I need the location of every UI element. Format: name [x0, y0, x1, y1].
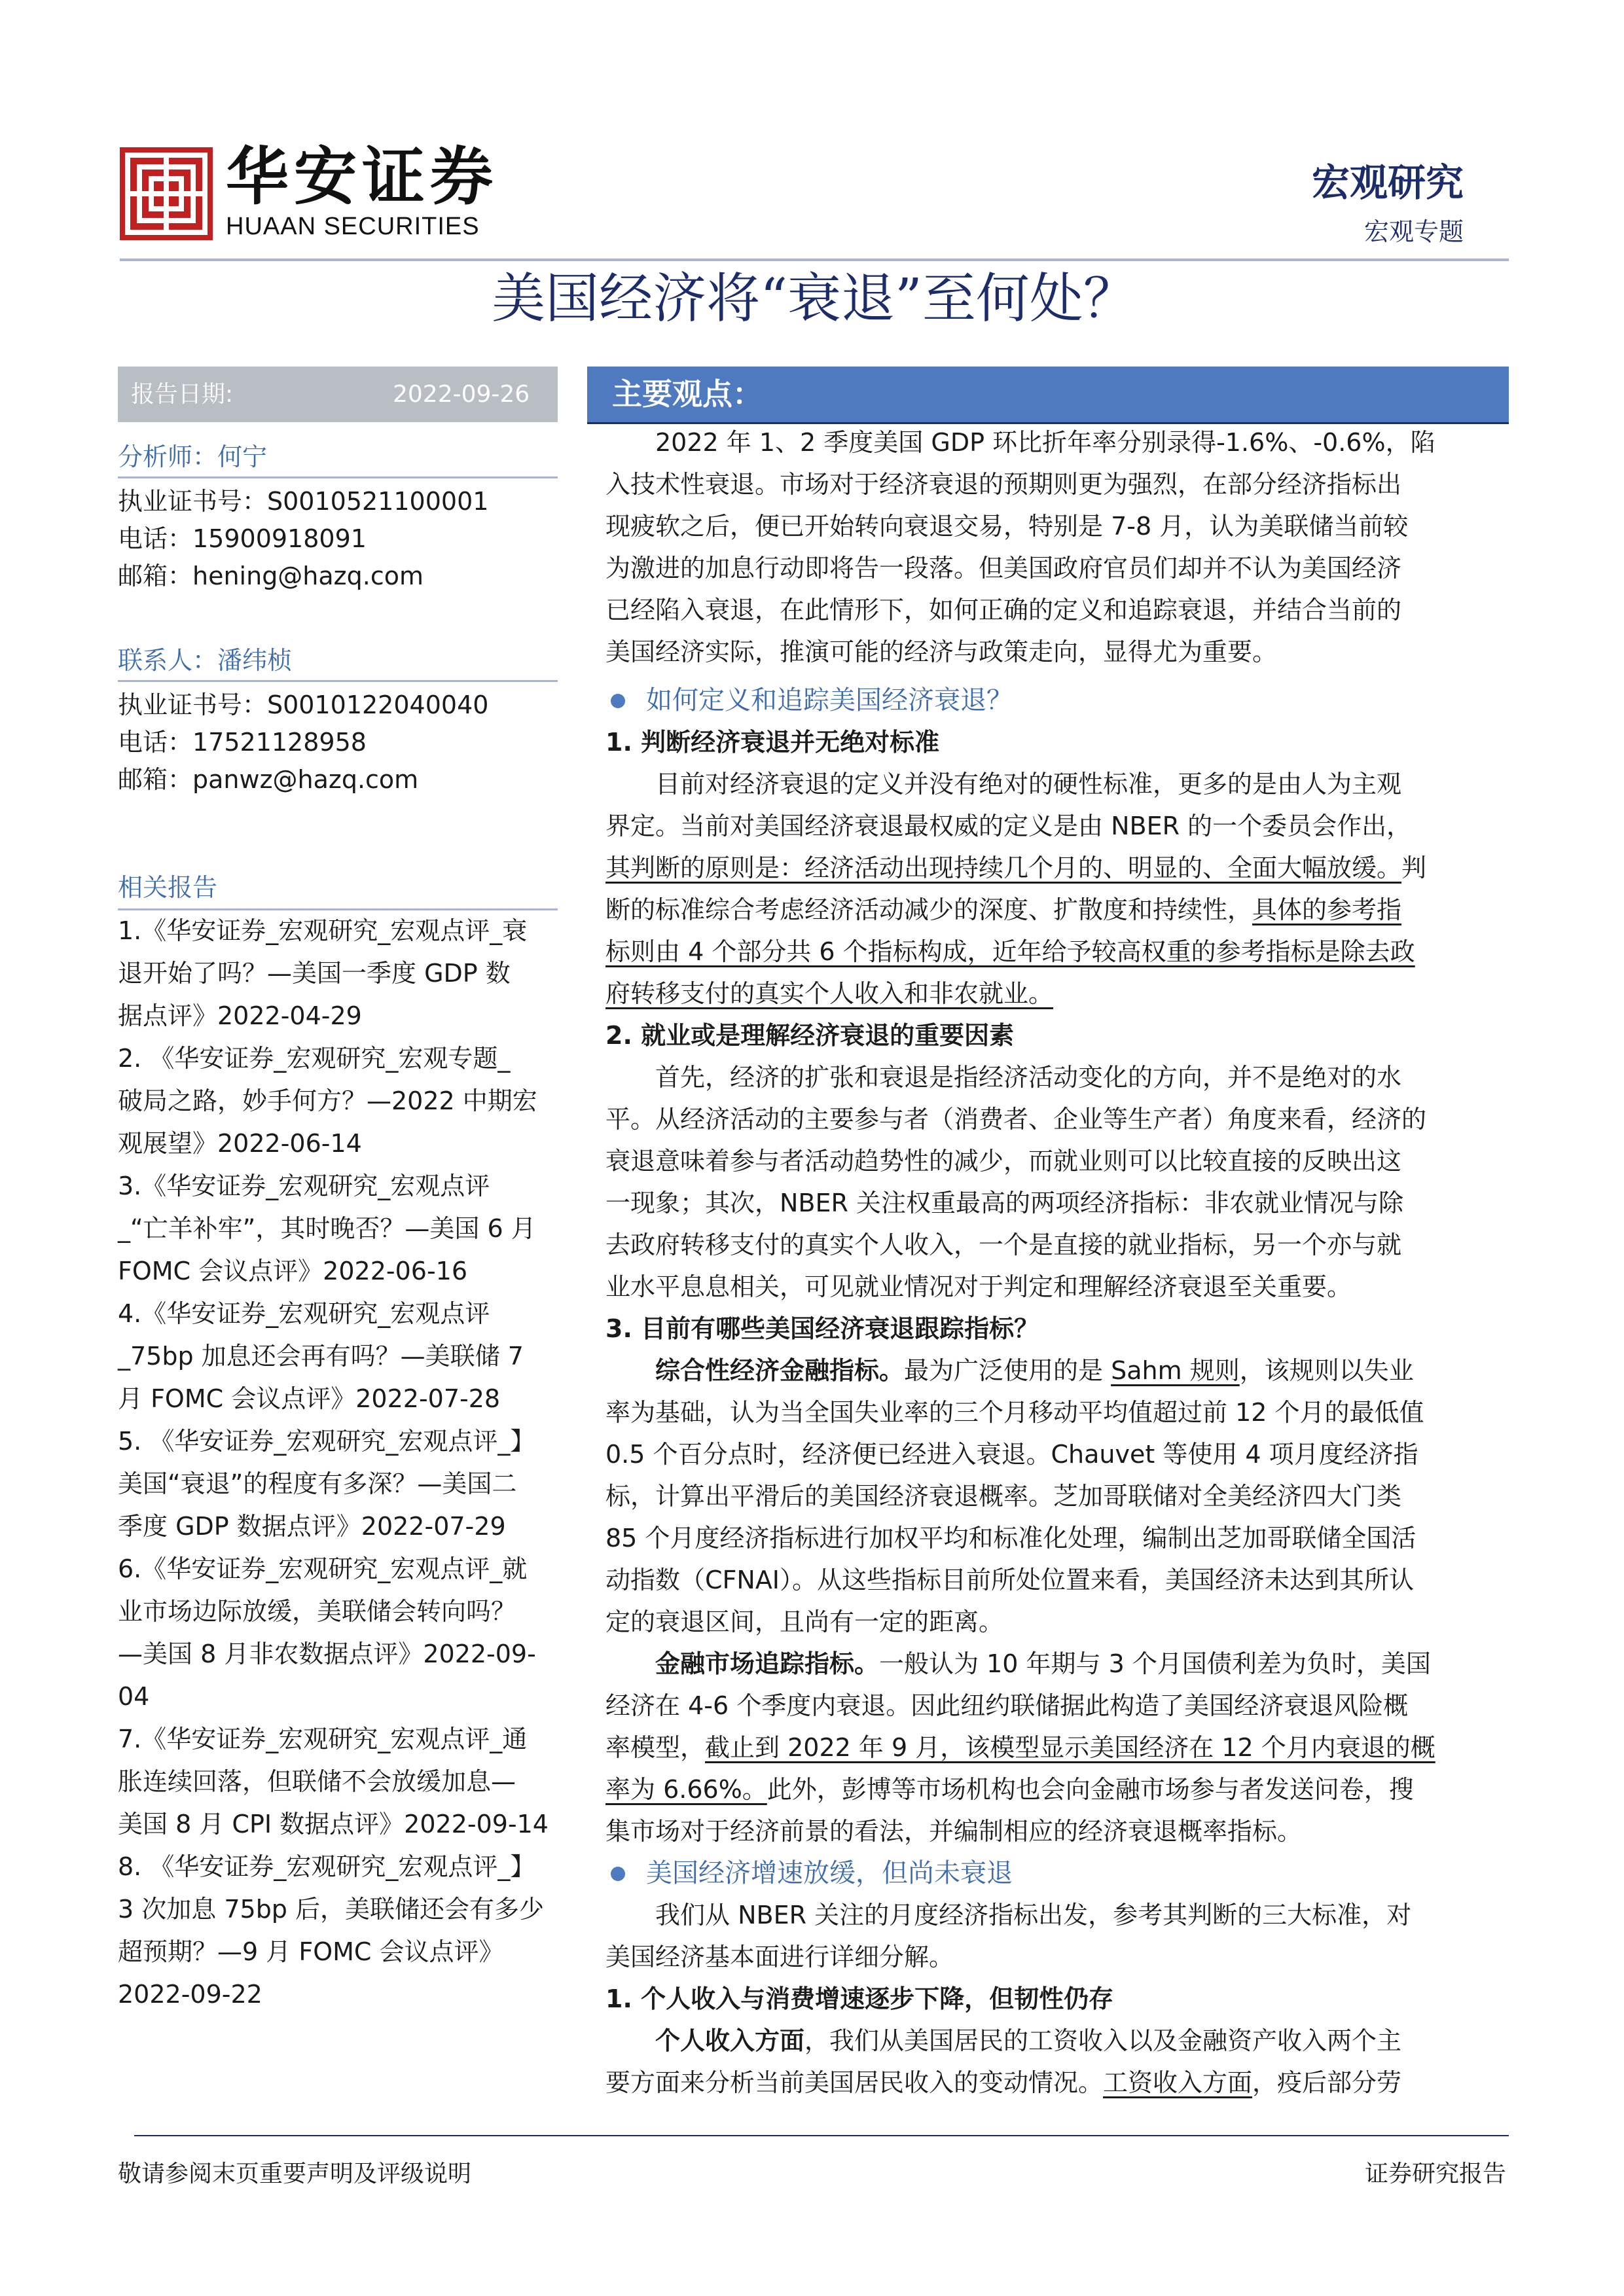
paragraph-line: 我们从 NBER 关注的月度经济指标出发，参考其判断的三大标准，对: [655, 1901, 1412, 1929]
report-date-label: 报告日期:: [131, 381, 234, 408]
contact-divider: [118, 680, 558, 682]
text-span: ，该规则以失业: [1239, 1356, 1414, 1385]
underlined-text: 标则由 4 个部分共 6 个指标构成，近年给予较高权重的参考指标是除去政: [605, 937, 1415, 966]
contact-email[interactable]: 邮箱：panwz@hazq.com: [118, 765, 419, 794]
analyst-heading: 分析师：何宁: [118, 442, 268, 471]
related-report-line[interactable]: 据点评》2022-04-29: [118, 1001, 362, 1030]
text-span: 断的标准综合考虑经济活动减少的深度、扩散度和持续性，: [605, 895, 1253, 924]
paragraph-line: 一现象；其次，NBER 关注权重最高的两项经济指标：非农就业情况与除: [605, 1189, 1403, 1217]
paragraph-line: [605, 1643, 1496, 1685]
paragraph-line: [605, 2062, 1496, 2104]
footer-divider: [134, 2135, 1509, 2136]
report-date-value: 2022-09-26: [393, 381, 530, 408]
paragraph-line: 85 个月度经济指标进行加权平均和标准化处理，编制出芝加哥联储全国活: [605, 1524, 1416, 1552]
analyst-divider: [118, 476, 558, 478]
paragraph-line: [605, 889, 1496, 931]
paragraph-line: [605, 973, 1496, 1014]
main-body: [605, 422, 1496, 2104]
text-span: 此外，彭博等市场机构也会向金融市场参与者发送问卷，搜: [767, 1775, 1414, 1804]
text-span: 判: [1401, 853, 1427, 882]
paragraph-line: [605, 2020, 1496, 2062]
related-report-line[interactable]: 超预期？—9 月 FOMC 会议点评》: [118, 1937, 504, 1966]
section-title: 宏观研究: [1311, 160, 1464, 205]
related-report-line[interactable]: 2022-09-22: [118, 1980, 262, 2009]
subsection-heading: 2. 就业或是理解经济衰退的重要因素: [605, 1021, 1015, 1050]
text-span: 最为广泛使用的是: [904, 1356, 1104, 1385]
bold-lead: 个人收入方面: [655, 2026, 805, 2055]
section-bullet-heading: [605, 679, 1496, 721]
underlined-text: 截止到 2022 年 9 月，该模型显示美国经济在 12 个月内衰退的概: [705, 1733, 1435, 1762]
related-report-line[interactable]: _“亡羊补牢”，其时晚否？—美国 6 月: [118, 1214, 536, 1243]
bold-lead: 金融市场追踪指标。: [655, 1649, 880, 1678]
paragraph-line: 0.5 个百分点时，经济便已经进入衰退。Chauvet 等使用 4 项月度经济指: [605, 1440, 1418, 1469]
subsection-heading: 1. 个人收入与消费增速逐步下降，但韧性仍存: [605, 1984, 1114, 2013]
related-report-line[interactable]: 胀连续回落，但联储不会放缓加息—: [118, 1767, 516, 1796]
paragraph-line: 去政府转移支付的真实个人收入，一个是直接的就业指标，另一个亦与就: [605, 1230, 1402, 1259]
related-report-line[interactable]: 破局之路，妙手何方？—2022 中期宏: [118, 1086, 537, 1115]
underlined-text: 府转移支付的真实个人收入和非农就业。: [605, 979, 1054, 1008]
subsection-heading: 3. 目前有哪些美国经济衰退跟踪指标？: [605, 1314, 1039, 1343]
analyst-cert: 执业证书号：S0010521100001: [118, 487, 489, 516]
text-span: 要方面来分析当前美国居民收入的变动情况。: [605, 2068, 1104, 2097]
footer-report-type: 证券研究报告: [1364, 2161, 1506, 2187]
related-report-line[interactable]: 观展望》2022-06-14: [118, 1129, 362, 1158]
bold-lead: 综合性经济金融指标。: [655, 1356, 905, 1385]
related-report-line[interactable]: 业市场边际放缓，美联储会转向吗？: [118, 1597, 516, 1626]
related-report-line[interactable]: 7.《华安证券_宏观研究_宏观点评_通: [118, 1725, 528, 1753]
text-span: 一般认为 10 年期与 3 个月国债利差为负时，美国: [879, 1649, 1431, 1678]
related-report-line[interactable]: 4.《华安证券_宏观研究_宏观点评: [118, 1299, 490, 1328]
paragraph-line: [605, 1350, 1496, 1391]
paragraph-line: 已经陷入衰退，在此情形下，如何正确的定义和追踪衰退，并结合当前的: [605, 596, 1402, 624]
paragraph-line: 衰退意味着参与者活动趋势性的减少，而就业则可以比较直接的反映出这: [605, 1147, 1402, 1175]
section-subtitle: 宏观专题: [1363, 217, 1464, 246]
related-reports-heading: 相关报告: [118, 873, 218, 902]
bullet-dot-icon: [611, 694, 625, 708]
related-report-line[interactable]: 6.《华安证券_宏观研究_宏观点评_就: [118, 1554, 528, 1583]
text-span: ，疫后部分劳: [1252, 2068, 1402, 2097]
related-report-line[interactable]: 退开始了吗？—美国一季度 GDP 数: [118, 959, 511, 988]
related-report-line[interactable]: _75bp 加息还会再有吗？—美联储 7: [118, 1342, 524, 1371]
related-report-line[interactable]: FOMC 会议点评》2022-06-16: [118, 1257, 468, 1285]
paragraph-line: 美国经济实际，推演可能的经济与政策走向，显得尤为重要。: [605, 637, 1278, 666]
paragraph-line: 为激进的加息行动即将告一段落。但美国政府官员们却并不认为美国经济: [605, 554, 1402, 583]
paragraph-line: 美国经济基本面进行详细分解。: [605, 1943, 954, 1971]
footer-disclaimer: 敬请参阅末页重要声明及评级说明: [118, 2161, 472, 2187]
related-report-line[interactable]: 2. 《华安证券_宏观研究_宏观专题_: [118, 1044, 511, 1073]
header-divider: [120, 259, 1509, 261]
company-name-en: HUAAN SECURITIES: [226, 213, 480, 240]
paragraph-line: 2022 年 1、2 季度美国 GDP 环比折年率分别录得-1.6%、-0.6%，陷: [655, 428, 1435, 457]
related-report-line[interactable]: 1.《华安证券_宏观研究_宏观点评_衰: [118, 916, 528, 945]
underlined-text: 率为 6.66%。: [605, 1775, 767, 1804]
company-name-cn: 华安证券: [226, 139, 498, 213]
paragraph-line: 业水平息息相关，可见就业情况对于判定和理解经济衰退至关重要。: [605, 1272, 1352, 1301]
contact-heading: 联系人：潘纬桢: [118, 646, 293, 675]
contact-phone: 电话：17521128958: [118, 728, 367, 757]
section-bullet-text: 美国经济增速放缓，但尚未衰退: [646, 1858, 1013, 1888]
paragraph-line: 经济在 4-6 个季度内衰退。因此纽约联储据此构造了美国经济衰退风险概: [605, 1691, 1409, 1720]
related-report-line[interactable]: —美国 8 月非农数据点评》2022-09-: [118, 1640, 536, 1668]
paragraph-line: [605, 847, 1496, 889]
paragraph-line: 动指数（CFNAI）。从这些指标目前所处位置来看，美国经济未达到其所认: [605, 1566, 1415, 1594]
paragraph-line: 集市场对于经济前景的看法，并编制相应的经济衰退概率指标。: [605, 1817, 1303, 1846]
key-points-title: 主要观点：: [612, 376, 763, 412]
paragraph-line: 首先，经济的扩张和衰退是指经济活动变化的方向，并不是绝对的水: [655, 1063, 1402, 1092]
underlined-text: 工资收入方面: [1103, 2068, 1253, 2097]
paragraph-line: 入技术性衰退。市场对于经济衰退的预期则更为强烈，在部分经济指标出: [605, 470, 1402, 499]
document-title: 美国经济将“衰退”至何处？: [492, 268, 1137, 330]
related-report-line[interactable]: 8. 《华安证券_宏观研究_宏观点评_】: [118, 1852, 535, 1881]
paragraph-line: 率为基础，认为当全国失业率的三个月移动平均值超过前 12 个月的最低值: [605, 1398, 1424, 1427]
paragraph-line: 定的衰退区间，且尚有一定的距离。: [605, 1607, 1004, 1636]
underlined-text: 其判断的原则是：经济活动出现持续几个月的、明显的、全面大幅放缓。: [605, 853, 1402, 882]
analyst-email[interactable]: 邮箱：hening@hazq.com: [118, 562, 424, 590]
related-report-line[interactable]: 04: [118, 1682, 150, 1711]
underlined-text: 具体的参考指: [1252, 895, 1402, 924]
paragraph-line: [605, 931, 1496, 973]
paragraph-line: [605, 1727, 1496, 1768]
related-report-line[interactable]: 美国 8 月 CPI 数据点评》2022-09-14: [118, 1810, 549, 1839]
paragraph-line: 界定。当前对美国经济衰退最权威的定义是由 NBER 的一个委员会作出，: [605, 812, 1412, 840]
paragraph-line: [605, 1768, 1496, 1810]
paragraph-line: 目前对经济衰退的定义并没有绝对的硬性标准，更多的是由人为主观: [655, 770, 1402, 798]
related-reports-list: [118, 910, 558, 2016]
related-report-line[interactable]: 3.《华安证券_宏观研究_宏观点评: [118, 1172, 490, 1200]
related-report-line[interactable]: 5. 《华安证券_宏观研究_宏观点评_】: [118, 1427, 535, 1456]
section-bullet-heading: [605, 1852, 1496, 1894]
related-report-line[interactable]: 美国“衰退”的程度有多深？—美国二: [118, 1469, 517, 1498]
subsection-heading: 1. 判断经济衰退并无绝对标准: [605, 728, 940, 757]
related-report-line[interactable]: 3 次加息 75bp 后，美联储还会有多少: [118, 1895, 545, 1924]
related-report-line[interactable]: 月 FOMC 会议点评》2022-07-28: [118, 1384, 501, 1413]
underlined-text: Sahm 规则: [1111, 1356, 1240, 1385]
analyst-phone: 电话：15900918091: [118, 524, 367, 553]
contact-cert: 执业证书号：S0010122040040: [118, 691, 489, 719]
paragraph-line: 平。从经济活动的主要参与者（消费者、企业等生产者）角度来看，经济的: [605, 1105, 1427, 1134]
text-span: 率模型，: [605, 1733, 706, 1762]
paragraph-line: 标，计算出平滑后的美国经济衰退概率。芝加哥联储对全美经济四大门类: [605, 1482, 1402, 1511]
paragraph-line: 现疲软之后，便已开始转向衰退交易，特别是 7-8 月，认为美联储当前较: [605, 512, 1409, 541]
text-span: ，我们从美国居民的工资收入以及金融资产收入两个主: [804, 2026, 1402, 2055]
logo-seal-icon: [120, 147, 213, 240]
related-report-line[interactable]: 季度 GDP 数据点评》2022-07-29: [118, 1512, 506, 1541]
bullet-dot-icon: [611, 1867, 625, 1881]
section-bullet-text: 如何定义和追踪美国经济衰退？: [646, 685, 1013, 715]
company-logo-mark: [120, 147, 213, 240]
